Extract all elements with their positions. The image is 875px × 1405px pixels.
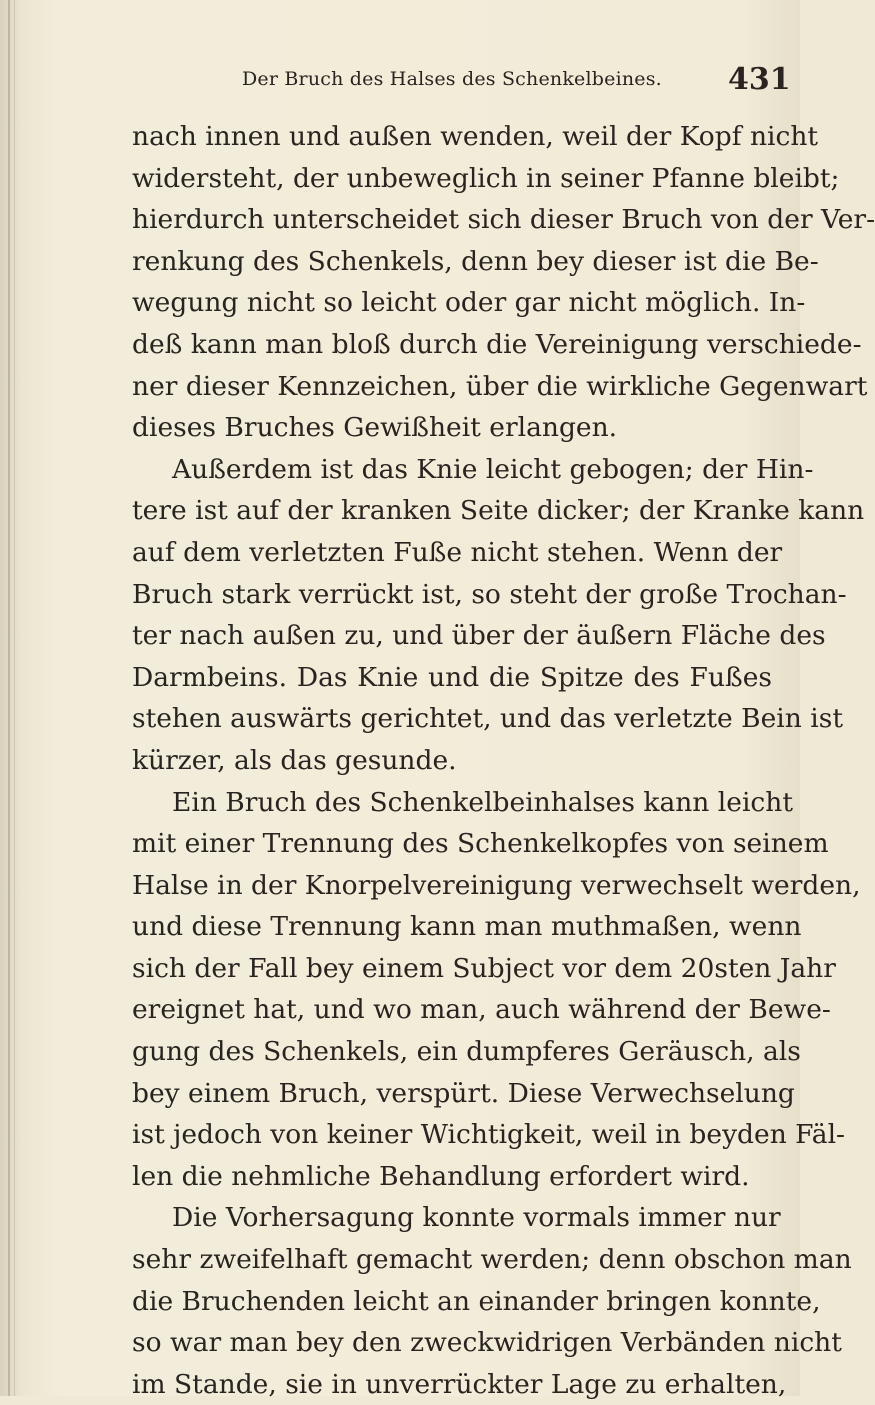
- text-line: stehen auswärts gerichtet, und das verletzte Bein ist: [132, 703, 843, 735]
- text-line: Darmbeins. Das Knie und die Spitze des Fußes: [132, 661, 772, 693]
- text-line: ner dieser Kennzeichen, über die wirkliche Gegenwart: [132, 370, 868, 402]
- running-head: Der Bruch des Halses des Schenkelbeines.: [242, 68, 662, 90]
- binding-edge-shadow: [14, 0, 15, 1396]
- text-line: Bruch stark verrückt ist, so steht der große Trochan-: [132, 578, 847, 610]
- text-line: bey einem Bruch, verspürt. Diese Verwechselung: [132, 1077, 795, 1109]
- text-line: die Bruchenden leicht an einander bringen konnte,: [132, 1285, 821, 1317]
- text-line: so war man bey den zweckwidrigen Verbänden nicht: [132, 1327, 842, 1359]
- text-line: nach innen und außen wenden, weil der Kopf nicht: [132, 121, 819, 152]
- text-line: Halse in der Knorpelvereinigung verwechselt werden,: [132, 869, 861, 901]
- text-line: hierdurch unterscheidet sich dieser Bruch von der Ver-: [132, 204, 875, 236]
- page-number: 431: [728, 62, 791, 97]
- paragraph-start-line: Die Vorhersagung konnte vormals immer nur: [172, 1202, 781, 1234]
- body-text: [132, 116, 875, 1405]
- paragraph-start-line: Ein Bruch des Schenkelbeinhalses kann leicht: [172, 786, 793, 818]
- text-line: sehr zweifelhaft gemacht werden; denn obschon man: [132, 1244, 852, 1276]
- text-line: mit einer Trennung des Schenkelkopfes von seinem: [132, 828, 829, 860]
- text-line: im Stande, sie in unverrückter Lage zu erhalten,: [132, 1368, 787, 1400]
- text-line: gung des Schenkels, ein dumpferes Geräusch, als: [132, 1036, 801, 1068]
- text-line: ter nach außen zu, und über der äußern Fläche des: [132, 620, 826, 652]
- text-line: tere ist auf der kranken Seite dicker; der Kranke kann: [132, 495, 865, 527]
- paragraph-start-line: Außerdem ist das Knie leicht gebogen; der Hin-: [172, 453, 814, 485]
- text-line: dieses Bruches Gewißheit erlangen.: [132, 412, 618, 444]
- text-line: sich der Fall bey einem Subject vor dem 20sten Jahr: [132, 952, 836, 984]
- binding-edge: [8, 0, 10, 1396]
- text-line: widersteht, der unbeweglich in seiner Pfanne bleibt;: [132, 162, 840, 194]
- text-line: len die nehmliche Behandlung erfordert wird.: [132, 1160, 750, 1192]
- text-line: renkung des Schenkels, denn bey dieser ist die Be-: [132, 245, 819, 277]
- text-line: ist jedoch von keiner Wichtigkeit, weil in beyden Fäl-: [132, 1119, 846, 1151]
- text-line: und diese Trennung kann man muthmaßen, wenn: [132, 911, 802, 943]
- text-line: deß kann man bloß durch die Vereinigung verschiede-: [132, 328, 862, 360]
- text-line: auf dem verletzten Fuße nicht stehen. Wenn der: [132, 536, 783, 568]
- text-line: ereignet hat, und wo man, auch während der Bewe-: [132, 994, 831, 1026]
- text-line: wegung nicht so leicht oder gar nicht möglich. In-: [132, 287, 806, 319]
- text-line: kürzer, als das gesunde.: [132, 744, 457, 776]
